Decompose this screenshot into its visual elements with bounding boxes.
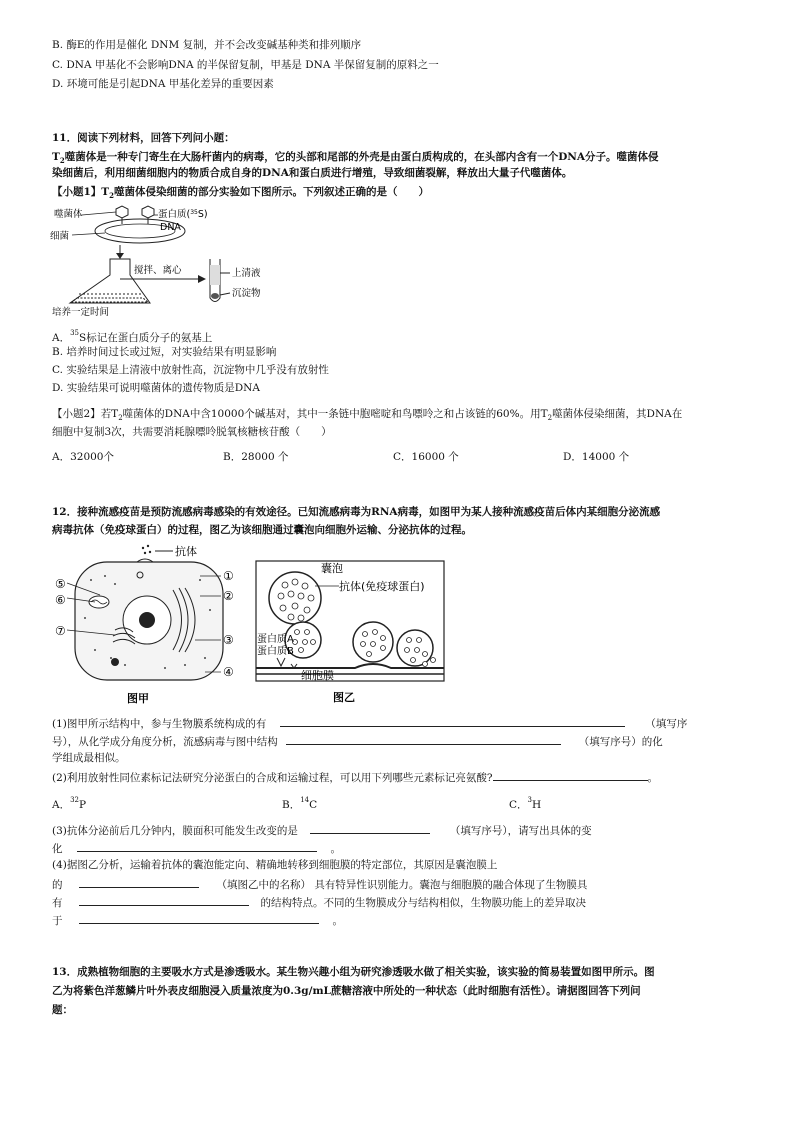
label-supernatant: 上清液 xyxy=(232,268,261,279)
phage-experiment-diagram xyxy=(50,203,310,318)
q10-option-b: B. 酶E的作用是催化 DNM 复制，并不会改变碱基种类和排列顺序 xyxy=(52,39,362,51)
label-stir: 搅拌、离心 xyxy=(134,265,182,276)
label-protein-b: 蛋白质B xyxy=(257,646,294,657)
q12-stem-line2: 病毒抗体（免疫球蛋白）的过程，图乙为该细胞通过囊泡向细胞外运输、分泌抗体的过程。 xyxy=(52,524,472,536)
label-antibody-immunoglobulin: 抗体(免疫球蛋白) xyxy=(339,580,425,593)
q11-sub2-line1: 【小题2】若$T_2$噬菌体的DNA中含10000个碱基对，其中一条链中胞嘧啶和鸟嘌呤之和占该链的60%。用$T_2$噬菌体侵染细菌，其DNA在 xyxy=(52,408,683,422)
q12-p1-blank2[interactable] xyxy=(286,733,561,745)
q12-p4-line2: 的 （填图乙中的名称） 具有特异性识别能力。囊泡与细胞膜的融合体现了生物膜具 xyxy=(52,876,587,892)
label-phage: 噬菌体 xyxy=(54,209,83,220)
q13-stem-line3: 题： xyxy=(52,1004,73,1016)
q12-p3-blank2[interactable] xyxy=(77,840,317,852)
q12-p3-line1: (3)抗体分泌前后几分钟内，膜面积可能发生改变的是 （填写序号），请写出具体的变 xyxy=(52,822,592,838)
q11-sub2-option-d: D．14000 个 xyxy=(563,451,630,463)
q11-sub1-option-a: A．$^{35}$S标记在蛋白质分子的氨基上 xyxy=(52,329,213,344)
q12-p4-line3: 有 的结构特点。不同的生物膜成分与结构相似，生物膜功能上的差异取决 xyxy=(52,894,586,910)
label-6: ⑥ xyxy=(55,593,66,607)
q12-p3-line2: 化 。 xyxy=(52,840,341,856)
label-protein: 蛋白质($^{35}$S) xyxy=(158,209,208,220)
q11-material-line1: $T_2$噬菌体是一种专门寄生在大肠杆菌内的病毒，它的头部和尾部的外壳是由蛋白质构成的，在头部内含有一个DNA分子。噬菌体侵 xyxy=(52,151,659,165)
label-dna: DNA xyxy=(160,222,181,233)
label-1: ① xyxy=(223,569,234,583)
q11-sub2-line2: 细胞中复制3次，共需要消耗腺嘌呤脱氧核糖核苷酸（ ） xyxy=(52,426,332,438)
q11-sub2-option-b: B．28000 个 xyxy=(223,451,289,463)
caption-fig-a: 图甲 xyxy=(127,692,149,705)
q11-sub1-option-d: D. 实验结果可说明噬菌体的遗传物质是DNA xyxy=(52,382,260,394)
q12-p2-option-c: C．$^3$H xyxy=(509,796,542,811)
label-antibody: 抗体 xyxy=(175,545,197,558)
figure-b-vesicle-diagram xyxy=(255,560,447,708)
label-cell-membrane: 细胞膜 xyxy=(301,669,334,682)
q12-p1-blank1[interactable] xyxy=(280,715,625,727)
q11-sub2-option-a: A．32000个 xyxy=(52,451,114,463)
q12-p1-line2: 号），从化学成分角度分析，流感病毒与图中结构 （填写序号）的化 xyxy=(52,733,663,749)
q10-option-d: D. 环境可能是引起DNA 甲基化差异的重要因素 xyxy=(52,78,274,90)
label-bacteria: 细菌 xyxy=(50,231,70,242)
label-protein-a: 蛋白质A xyxy=(257,634,294,645)
q12-p3-blank1[interactable] xyxy=(310,822,430,834)
q12-p2-option-b: B．$^{14}$C xyxy=(282,796,318,811)
q13-stem-line1: 13．成熟植物细胞的主要吸水方式是渗透吸水。某生物兴趣小组为研究渗透吸水做了相关实验，该实验的简易装置如图甲所示。图 xyxy=(52,966,655,978)
q12-p4-blank3[interactable] xyxy=(79,912,319,924)
label-3: ③ xyxy=(223,633,234,647)
q13-stem-line2: 乙为将紫色洋葱鳞片叶外表皮细胞浸入质量浓度为0.3g/mL蔗糖溶液中所处的一种状态（此时细胞有活性）。请据图回答下列问 xyxy=(52,985,641,997)
q12-p1-line1: (1)图甲所示结构中，参与生物膜系统构成的有 （填写序 xyxy=(52,715,687,731)
q12-p4-line1: (4)据图乙分析，运输着抗体的囊泡能定向、精确地转移到细胞膜的特定部位，其原因是囊泡膜上 xyxy=(52,859,498,871)
caption-fig-b: 图乙 xyxy=(333,691,355,704)
figure-a-cell-diagram xyxy=(55,540,245,708)
q11-stem: 11．阅读下列材料，回答下列问小题： xyxy=(52,132,235,144)
label-2: ② xyxy=(223,589,234,603)
q12-p4-blank2[interactable] xyxy=(79,894,249,906)
q12-stem-line1: 12．接种流感疫苗是预防流感病毒感染的有效途径。已知流感病毒为RNA病毒，如图甲为某人接种流感疫苗后体内某细胞分泌流感 xyxy=(52,506,661,518)
label-vesicle: 囊泡 xyxy=(321,562,343,575)
phage-icon xyxy=(116,206,128,224)
q10-option-c: C. DNA 甲基化不会影响DNA 的半保留复制，甲基是 DNA 半保留复制的原料之一 xyxy=(52,59,439,71)
label-culture: 培养一定时间 xyxy=(52,307,110,318)
label-7: ⑦ xyxy=(55,624,66,638)
phage-icon xyxy=(142,206,154,224)
q12-p4-blank1[interactable] xyxy=(79,876,199,888)
q11-sub1-option-c: C. 实验结果是上清液中放射性高，沉淀物中几乎没有放射性 xyxy=(52,364,329,376)
label-5: ⑤ xyxy=(55,577,66,591)
q12-p2: (2)利用放射性同位素标记法研究分泌蛋白的合成和运输过程，可以用下列哪些元素标记亮氨酸? 。 xyxy=(52,769,658,785)
q12-p1-line3: 学组成最相似。 xyxy=(52,752,126,764)
q12-p4-line4: 于 。 xyxy=(52,912,343,928)
q11-sub1-option-b: B. 培养时间过长或过短，对实验结果有明显影响 xyxy=(52,346,277,358)
q11-material-line2: 染细菌后，利用细菌细胞内的物质合成自身的DNA和蛋白质进行增殖，导致细菌裂解，释放出大量子代噬菌体。 xyxy=(52,167,573,179)
q12-p2-option-a: A．$^{32}$P xyxy=(52,796,87,811)
q11-sub2-option-c: C．16000 个 xyxy=(393,451,459,463)
q12-p2-blank[interactable] xyxy=(493,769,648,781)
label-4: ④ xyxy=(223,665,234,679)
q11-sub1-stem: 【小题1】$T_2$噬菌体侵染细菌的部分实验如下图所示。下列叙述正确的是（ ） xyxy=(52,186,429,200)
label-sediment: 沉淀物 xyxy=(232,288,261,299)
